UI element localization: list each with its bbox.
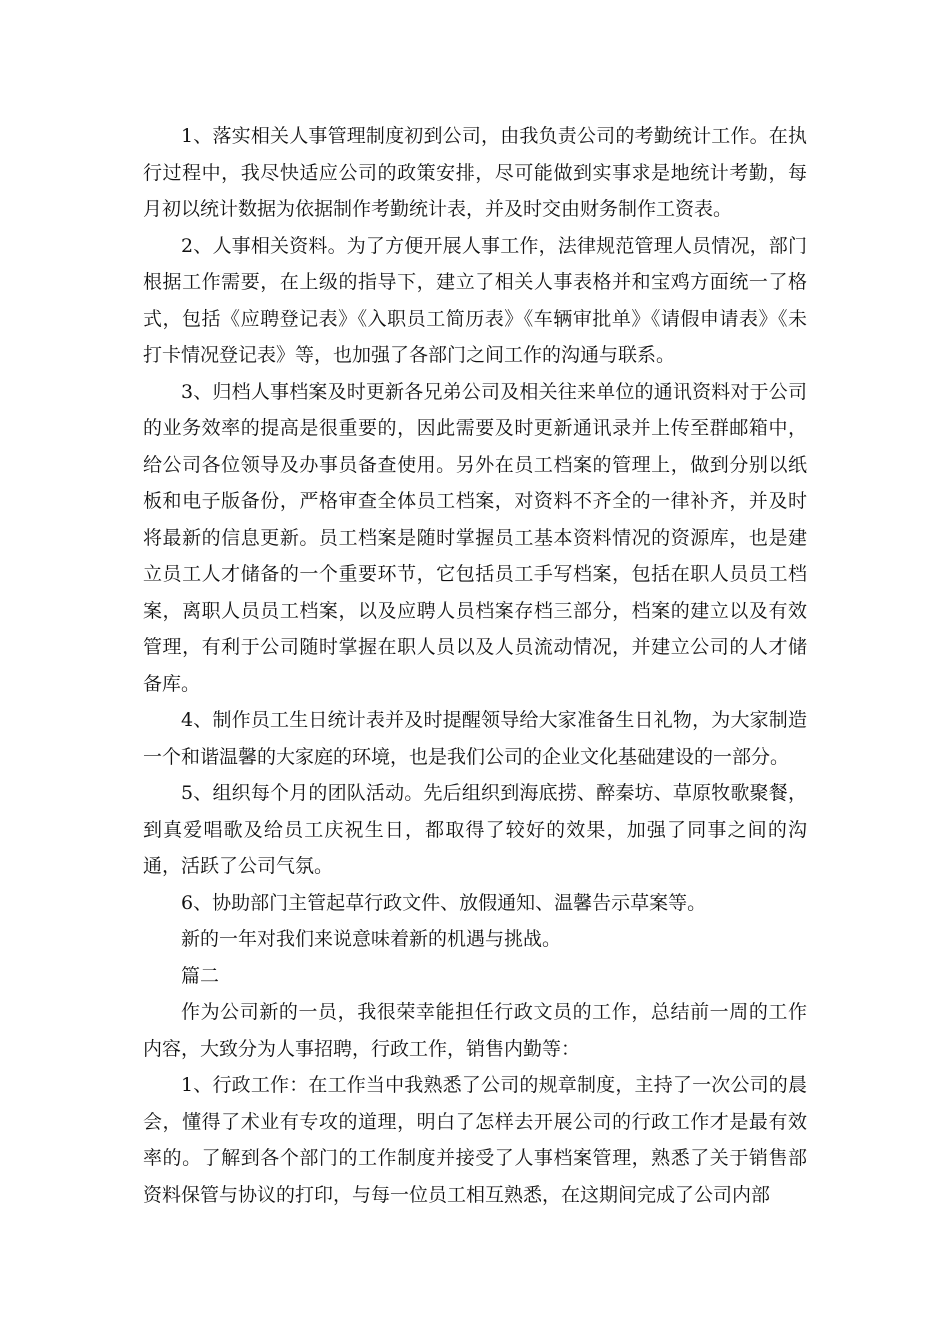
document-body	[143, 118, 807, 1213]
paragraph-birthday: 4、制作员工生日统计表并及时提醒领导给大家准备生日礼物，为大家制造一个和谐温馨的大家庭的环境，也是我们公司的企业文化基础建设的一部分。	[143, 709, 807, 768]
paragraph-personnel-materials: 2、人事相关资料。为了方便开展人事工作，法律规范管理人员情况，部门根据工作需要，在上级的指导下，建立了相关人事表格并和宝鸡方面统一了格式，包括《应聘登记表》《入职员工简历表》《车辆审批单》《请假申请表》《未打卡情况登记表》等，也加强了各部门之间工作的沟通与联系。	[143, 234, 807, 366]
paragraph-intro: 作为公司新的一员，我很荣幸能担任行政文员的工作，总结前一周的工作内容，大致分为人事招聘，行政工作，销售内勤等：	[143, 1001, 807, 1060]
paragraph-admin-work: 1、行政工作：在工作当中我熟悉了公司的规章制度，主持了一次公司的晨会，懂得了术业有专攻的道理，明白了怎样去开展公司的行政工作才是最有效率的。了解到各个部门的工作制度并接受了人事档案管理，熟悉了关于销售部资料保管与协议的打印，与每一位员工相互熟悉，在这期间完成了公司内部	[143, 1074, 807, 1206]
paragraph-team-activities: 5、组织每个月的团队活动。先后组织到海底捞、醉秦坊、草原牧歌聚餐，到真爱唱歌及给员工庆祝生日，都取得了较好的效果，加强了同事之间的沟通，活跃了公司气氛。	[143, 782, 807, 877]
paragraph-attendance: 1、落实相关人事管理制度初到公司，由我负责公司的考勤统计工作。在执行过程中，我尽快适应公司的政策安排，尽可能做到实事求是地统计考勤，每月初以统计数据为依据制作考勤统计表，并及时交由财务制作工资表。	[143, 125, 807, 220]
paragraph-assist-supervisor: 6、协助部门主管起草行政文件、放假通知、温馨告示草案等。	[181, 891, 707, 914]
section-heading: 篇二	[181, 964, 220, 987]
paragraph-archives: 3、归档人事档案及时更新各兄弟公司及相关往来单位的通讯资料对于公司的业务效率的提高是很重要的，因此需要及时更新通讯录并上传至群邮箱中，给公司各位领导及办事员备查使用。另外在员工档案的管理上，做到分别以纸板和电子版备份，严格审查全体员工档案，对资料不齐全的一律补齐，并及时将最新的信息更新。员工档案是随时掌握员工基本资料情况的资源库，也是建立员工人才储备的一个重要环节，它包括员工手写档案，包括在职人员员工档案，离职人员员工档案，以及应聘人员档案存档三部分，档案的建立以及有效管理，有利于公司随时掌握在职人员以及人员流动情况，并建立公司的人才储备库。	[143, 380, 807, 695]
paragraph-new-year: 新的一年对我们来说意味着新的机遇与挑战。	[181, 928, 562, 950]
